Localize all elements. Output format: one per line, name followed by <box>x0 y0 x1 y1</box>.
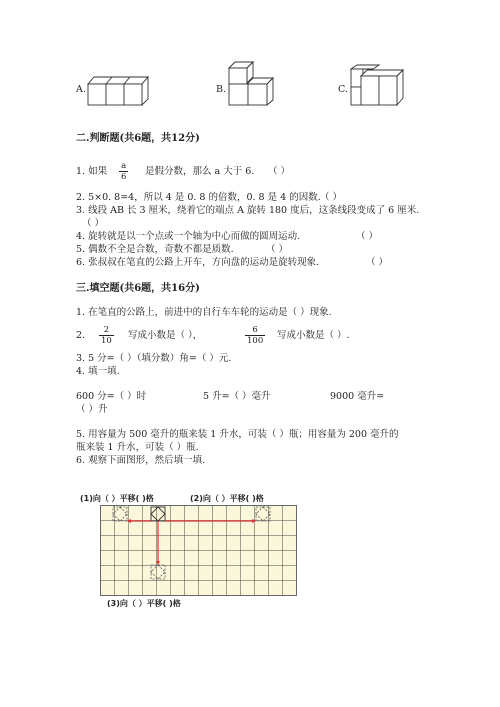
s3-q2-f2-denominator: 100 <box>247 336 264 346</box>
option-c-label: C. <box>338 84 348 95</box>
s2-q1-denominator: 6 <box>121 172 127 182</box>
s3-q2-mid1: 写成小数是（ ）， <box>128 330 203 341</box>
grid-question-1-label: (1)向（ ）平移( )格 <box>80 494 154 503</box>
section2-title: 二.判断题(共6题，共12分) <box>76 133 200 144</box>
s2-q3-text: 3. 线段 AB 长 3 厘米，绕着它的端点 A 旋转 180 度后，这条线段变成了 6 厘米. <box>76 205 420 216</box>
s3-q2-fraction-2 <box>245 325 265 346</box>
grid-question-2-label: (2)向（ ）平移( )格 <box>190 494 264 503</box>
s2-q1-numerator: a <box>119 161 128 172</box>
option-b-cubes-figure <box>227 60 277 106</box>
s2-q3-answer-paren[interactable]: （ ） <box>82 218 105 229</box>
s2-q1-fraction <box>119 161 128 182</box>
s3-q6-text: 6. 观察下面图形，然后填一填. <box>76 455 206 466</box>
option-a-label: A. <box>76 84 86 95</box>
s2-q6-text: 6. 张叔叔在笔直的公路上开车，方向盘的运动是旋转现象. <box>76 257 320 268</box>
s3-q5-line2: 瓶来装 1 升水，可装（ ）瓶. <box>76 442 199 453</box>
option-b-label: B. <box>216 84 227 95</box>
s2-q6-answer-paren[interactable]: （ ） <box>366 257 389 268</box>
s2-q1-answer-paren[interactable]: （ ） <box>268 166 291 177</box>
s2-q2-text: 2. 5×0. 8=4，所以 4 是 0. 8 的倍数，0. 8 是 4 的因数. <box>76 192 321 203</box>
s3-q2-f2-numerator: 6 <box>245 325 265 336</box>
s2-q5-text: 5. 偶数不全是合数，奇数不都是质数. <box>76 244 234 255</box>
s3-q2-f1-denominator: 10 <box>101 336 112 346</box>
s3-q1-text: 1. 在笔直的公路上，前进中的自行车车轮的运动是（ ）现象. <box>76 307 332 318</box>
option-c-cubes-figure <box>349 64 407 106</box>
grid-question-3-label: (3)向（ ）平移( )格 <box>107 599 181 608</box>
s2-q2-answer-paren[interactable]: （ ） <box>320 192 343 203</box>
option-a-cubes-figure <box>86 74 156 106</box>
s3-q5-line1: 5. 用容量为 500 毫升的瓶来装 1 升水，可装（ ）瓶；用容量为 200 毫升的 <box>76 429 399 440</box>
s3-q2-fraction-1 <box>99 325 114 346</box>
s3-q4-text: 4. 填一填. <box>76 366 120 377</box>
s3-q4-fill-c: 9000 毫升= <box>330 391 385 402</box>
s3-q2-mid2: 写成小数是（ ）. <box>277 330 350 341</box>
s3-q4-fill-d: （ ）升 <box>76 404 108 415</box>
s3-q3-text: 3. 5 分=（ ）（填分数）角=（ ）元. <box>76 353 232 364</box>
s2-q4-answer-paren[interactable]: （ ） <box>356 231 379 242</box>
s3-q2-pre: 2. <box>76 330 86 341</box>
translation-grid-figure <box>100 505 300 599</box>
s2-q4-text: 4. 旋转就是以一个点或一个轴为中心而做的圆周运动. <box>76 231 301 242</box>
s2-q5-answer-paren[interactable]: （ ） <box>266 244 289 255</box>
section3-title: 三.填空题(共6题，共16分) <box>76 283 200 294</box>
s2-q1-post: 是假分数，那么 a 大于 6. <box>145 166 255 177</box>
s3-q2-f1-numerator: 2 <box>99 325 114 336</box>
s3-q4-fill-a: 600 分=（ ）时 <box>76 391 147 402</box>
s2-q1-pre: 1. 如果 <box>76 166 108 177</box>
s3-q4-fill-b: 5 升=（ ）毫升 <box>203 391 271 402</box>
